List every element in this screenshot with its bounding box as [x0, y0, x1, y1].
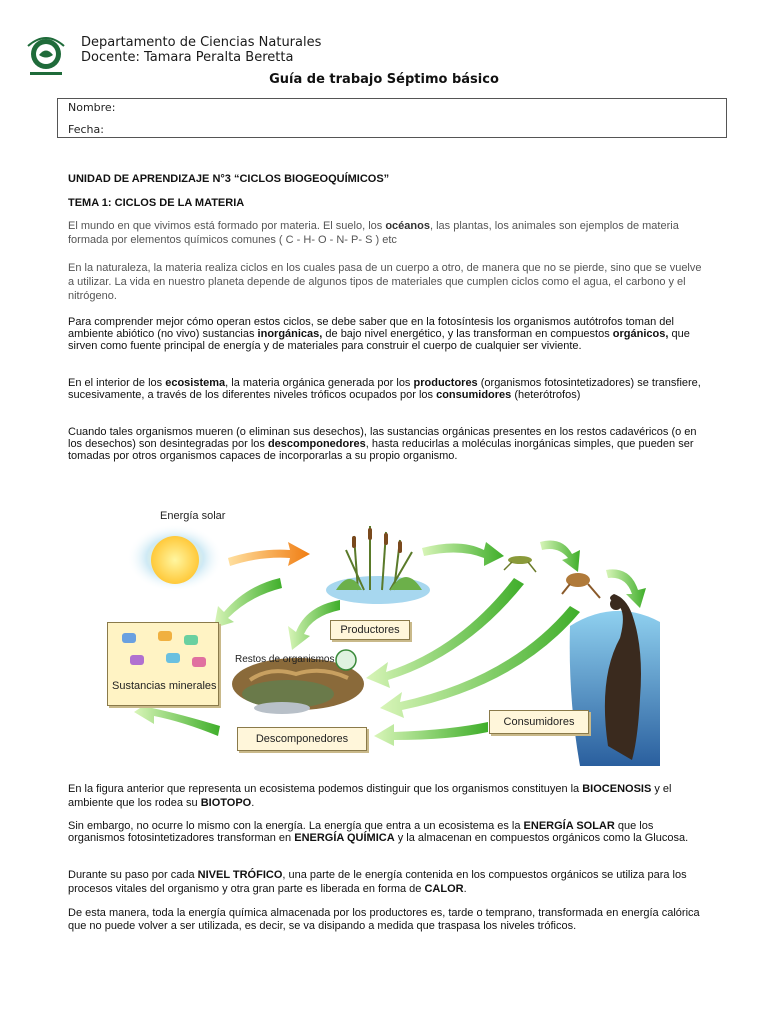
paragraph-8: Durante su paso por cada NIVEL TRÓFICO, una parte de le energía contenida en los compuestos orgánicos se utiliza para los procesos vitales del organismo y otra gran parte es liberada en forma de CALOR.	[68, 869, 687, 895]
frog-icon	[562, 573, 600, 598]
paragraph-7: Sin embargo, no ocurre lo mismo con la energía. La energía que entra a un ecosistema es la ENERGÍA SOLAR que los organismos fotosintetizadores transforman en ENERGÍA QUÍMICA y la almacenan en compuestos orgánicos como la Glucosa.	[68, 820, 689, 844]
minerals-box	[107, 622, 219, 706]
solar-energy-label: Energía solar	[160, 510, 226, 522]
paragraph-5: Cuando tales organismos mueren (o eliminan sus desechos), las sustancias orgánicas presentes en los restos cadavéricos (o en los desechos) son desintegradas por los descomponedores, hasta reducirlas a moléculas inorgánicas simples, que pueden ser tomadas por otros organismos capaces de incorporarlas a su propio organismo.	[68, 426, 697, 462]
arrow-consumers-decomposers	[374, 722, 488, 746]
page-title: Guía de trabajo Séptimo básico	[269, 72, 499, 87]
arrow-solar-minerals	[214, 578, 282, 628]
arrow-producers-consumers	[422, 542, 504, 566]
topic-heading: TEMA 1: CICLOS DE LA MATERIA	[68, 197, 245, 209]
decomposers-box: Descomponedores	[237, 727, 367, 751]
teacher-name: Docente: Tamara Peralta Beretta	[81, 50, 294, 65]
solar-energy-arrow	[228, 542, 310, 566]
department-name: Departamento de Ciencias Naturales	[81, 35, 322, 50]
paragraph-6: En la figura anterior que representa un ecosistema podemos distinguir que los organismos constituyen la BIOCENOSIS y el ambiente que los rodea su BIOTOPO.	[68, 783, 672, 809]
grasshopper-icon	[504, 556, 536, 572]
paragraph-2: En la naturaleza, la materia realiza ciclos en los cuales pasa de un cuerpo a otro, de manera que no se pierde, sino que se vuelve a utilizar. La vida en nuestro planeta depende de algunos tipos de materiales que cumplen ciclos como el agua, el carbono y el nitrógeno.	[68, 262, 702, 302]
date-label: Fecha:	[68, 123, 104, 136]
paragraph-9: De esta manera, toda la energía química almacenada por los productores es, tarde o temprano, transformada en energía calórica que no puede volver a ser utilizada, es decir, se va disipando a medida que traspasa los niveles tróficos.	[68, 907, 700, 932]
arrow-insect-frog	[540, 541, 580, 573]
remains-label: Restos de organismos	[235, 654, 335, 665]
student-info-box	[57, 98, 727, 138]
unit-heading: UNIDAD DE APRENDIZAJE N°3 “CICLOS BIOGEOQUÍMICOS”	[68, 173, 390, 185]
producers-box: Productores	[330, 620, 410, 640]
paragraph-3: Para comprender mejor cómo operan estos ciclos, se debe saber que en la fotosíntesis los organismos autótrofos toman del ambiente abiótico (no vivo) sustancias inorgánicas, de bajo nivel energético, y las transforman en compuestos orgánicos, que sirven como fuente principal de energía y de materiales para construir el cuerpo de cualquier ser viviente.	[68, 316, 690, 352]
mineral-crystals-icon	[108, 625, 220, 685]
sun-icon	[151, 536, 199, 584]
name-label: Nombre:	[68, 101, 116, 114]
paragraph-4: En el interior de los ecosistema, la materia orgánica generada por los productores (organismos fotosintetizadores) se transfiere, sucesivamente, a través de los diferentes niveles tróficos ocupados por los consumidores (heterótrofos)	[68, 377, 701, 401]
paragraph-1: El mundo en que vivimos está formado por materia. El suelo, los océanos, las plantas, los animales son ejemplos de materia formada por elementos químicos comunes ( C - H- O - N- P- S ) etc	[68, 220, 679, 246]
minerals-label: Sustancias minerales	[112, 680, 217, 692]
consumers-box: Consumidores	[489, 710, 589, 734]
ecosystem-figure	[100, 498, 660, 766]
header-text	[81, 35, 321, 65]
